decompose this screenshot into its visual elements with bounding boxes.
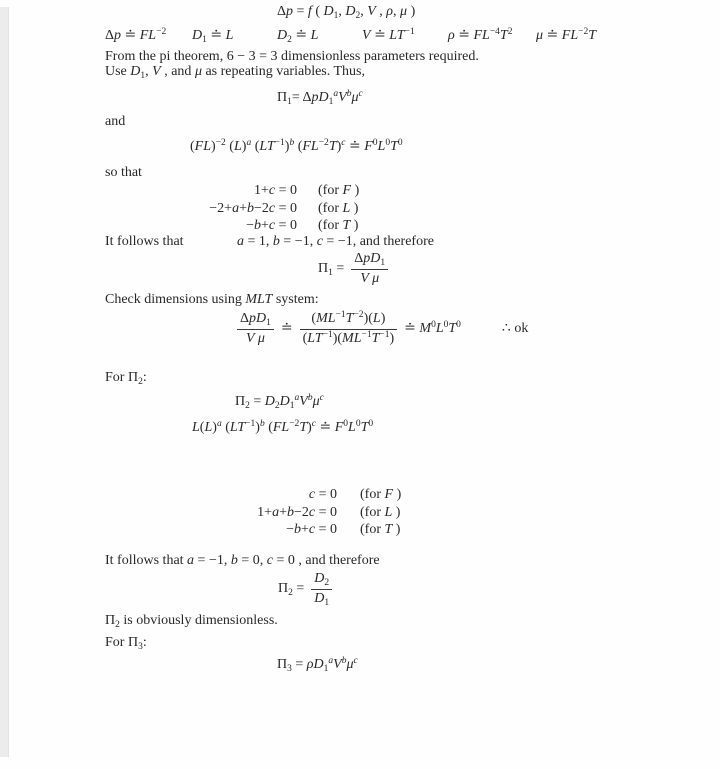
text-it-follows-pi1 bbox=[105, 234, 605, 251]
equation-condition: (for T ) bbox=[318, 218, 359, 233]
equation-row bbox=[105, 201, 359, 219]
fraction-numerator: ΔpD$_1$ bbox=[240, 311, 271, 328]
equation-pi2-definition: $\Pi_2 = D_2D_1^aV^b\mu^c$ bbox=[235, 393, 324, 411]
scan-edge-strip bbox=[0, 7, 9, 757]
text-and: and bbox=[105, 114, 126, 129]
equation-mlt-check bbox=[237, 311, 528, 348]
fraction-numerator: $(ML^{-1}T^{-2})(L)$ bbox=[311, 310, 386, 326]
text-check-dimensions: Check dimensions using MLT system: bbox=[105, 292, 319, 307]
dimension-row bbox=[0, 28, 720, 48]
text-for-pi2: For $\Pi_2$: bbox=[105, 370, 147, 387]
equation-pi1-result bbox=[318, 251, 388, 288]
fraction-denominator: V μ bbox=[351, 269, 388, 288]
equation-condition: (for F ) bbox=[360, 487, 402, 502]
fraction-denominator: V μ bbox=[237, 329, 274, 348]
dimension-item: ρ ≐ $FL^{-4}T^2$ bbox=[448, 27, 513, 43]
equation-pi3-definition: $\Pi_3 = \rho D_1^aV^b\mu^c$ bbox=[277, 656, 358, 674]
equation-fl-expansion: (FL)$^{-2}$ $(L)^a$ $(LT^{-1})^b$ $(FL^{-2}T)^c$ ≐ $F^0L^0T^0$ bbox=[190, 138, 403, 154]
equation-system-pi2 bbox=[105, 487, 401, 540]
text-so-that: so that bbox=[105, 165, 142, 180]
equation-system-pi1 bbox=[105, 183, 359, 236]
doteq-relation: ≐ bbox=[280, 320, 293, 336]
equation-row bbox=[105, 218, 359, 236]
follows-values: a = 1, b = −1, c = −1, and therefore bbox=[237, 234, 434, 249]
dimension-item: $D_1$ ≐ L bbox=[192, 28, 234, 45]
equation-row bbox=[105, 505, 401, 523]
equation-delta-p-function: Δp = f ( $D_1$, $D_2$, V , ρ, μ ) bbox=[277, 4, 416, 21]
fraction-numerator: ΔpD$_1$ bbox=[354, 251, 386, 268]
equation-l-expansion: $L(L)^a$ $(LT^{-1})^b$ $(FL^{-2}T)^c$ ≐ $F^0L^0T^0$ bbox=[192, 419, 374, 435]
text-repeating-variables: Use $D_1$, V , and μ as repeating variables. Thus, bbox=[105, 64, 365, 81]
equation-condition: (for F ) bbox=[318, 183, 360, 198]
equation-expression: 1+a+b−2c = 0 bbox=[257, 504, 337, 520]
dimension-item: μ ≐ $FL^{-2}T$ bbox=[536, 27, 597, 43]
equation-expression: 1+c = 0 bbox=[253, 183, 297, 198]
text-for-pi3: For $\Pi_3$: bbox=[105, 635, 147, 652]
fraction-denominator: $D_1$ bbox=[311, 589, 332, 608]
fraction bbox=[237, 311, 274, 348]
equation-row bbox=[105, 183, 359, 201]
fraction bbox=[300, 311, 398, 348]
equation-expression: c = 0 bbox=[308, 487, 337, 502]
dimension-item: Δp ≐ $FL^{-2}$ bbox=[105, 27, 167, 43]
dimension-item: V ≐ $LT^{-1}$ bbox=[362, 27, 415, 43]
fraction bbox=[351, 251, 388, 288]
equation-condition: (for L ) bbox=[318, 200, 359, 216]
text-it-follows-pi2: It follows that a = −1, b = 0, c = 0 , and therefore bbox=[105, 553, 380, 568]
equation-pi1-definition: $\Pi_1= \Delta pD_1^aV^b\mu^c$ bbox=[277, 89, 363, 107]
equation-expression: −2+a+b−2c = 0 bbox=[209, 200, 297, 216]
equation-row bbox=[105, 522, 401, 540]
fraction bbox=[311, 571, 332, 608]
dimension-item: $D_2$ ≐ L bbox=[277, 28, 319, 45]
text-pi-theorem: From the pi theorem, 6 − 3 = 3 dimensionless parameters required. bbox=[105, 49, 479, 64]
therefore-ok: ∴ ok bbox=[501, 320, 529, 336]
follows-label: It follows that bbox=[105, 234, 184, 249]
fraction-numerator: $D_2$ bbox=[314, 571, 330, 588]
equation-lhs: $\Pi_2$ = bbox=[278, 580, 305, 598]
equation-condition: (for T ) bbox=[360, 522, 401, 537]
fraction-denominator: $(LT^{-1})(ML^{-1}T^{-1})$ bbox=[300, 329, 398, 348]
text-pi2-dimensionless: $\Pi_2$ is obviously dimensionless. bbox=[105, 613, 278, 630]
equation-condition: (for L ) bbox=[360, 504, 401, 520]
mlt-result: ≐ $M^0L^0T^0$ bbox=[404, 319, 461, 336]
equation-lhs: $\Pi_1$ = bbox=[318, 260, 345, 278]
equation-expression: −b+c = 0 bbox=[286, 522, 337, 537]
equation-row bbox=[105, 487, 401, 505]
equation-pi2-result bbox=[278, 571, 332, 608]
equation-expression: −b+c = 0 bbox=[246, 218, 297, 233]
